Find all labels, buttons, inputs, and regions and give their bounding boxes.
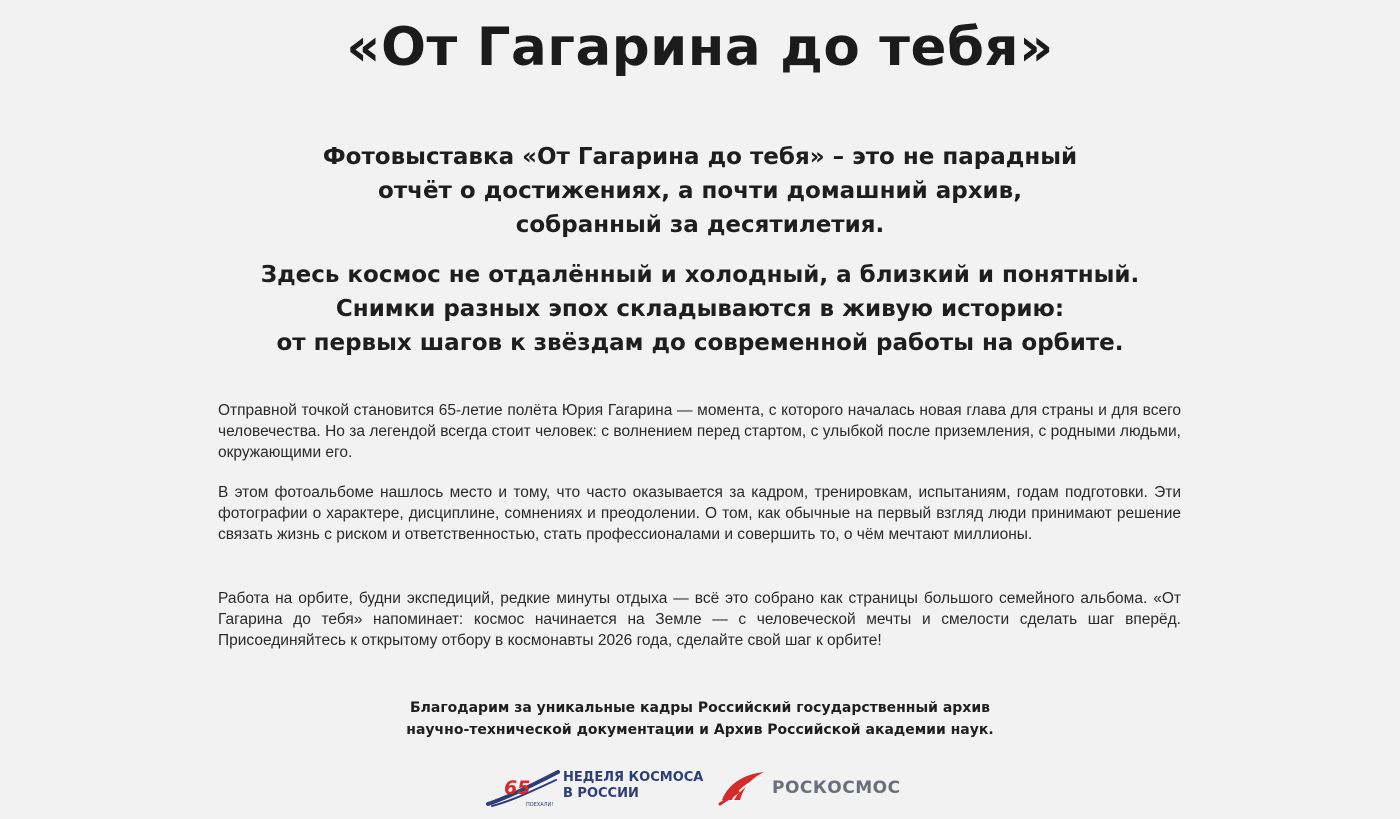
space-week-logo [486, 766, 716, 810]
roscosmos-emblem-icon [718, 770, 768, 806]
body-paragraph-1: Отправной точкой становится 65-летие полёта Юрия Гагарина — момента, с которого началась новая глава для страны и для всего человечества. Но за легендой всегда стоит человек: с волнением перед стартом, с улыбкой после приземления, с родными людьми, окружающими его. [218, 402, 1181, 461]
roscosmos-wordmark: РОСКОСМОС [772, 778, 901, 798]
body-paragraph-3: Работа на орбите, будни экспедиций, редкие минуты отдыха — всё это собрано как страницы большого семейного альбома. «От Гагарина до тебя» напоминает: космос начинается на Земле — с человеческой мечты и смелости сделать шаг вперёд. Присоединяйтесь к открытому отбору в космонавты 2026 года, сделайте свой шаг к орбите! [218, 590, 1181, 649]
footer-logos [0, 766, 1400, 810]
space-week-number: 65 [504, 777, 531, 799]
space-week-title [563, 770, 703, 802]
acknowledgement-line: научно-технической документации и Архив Российской академии наук. [406, 722, 994, 738]
space-week-small-text: ПОЕХАЛИ! [526, 802, 554, 808]
space-week-line: НЕДЕЛЯ КОСМОСА [563, 770, 704, 785]
lead-1-line: отчёт о достижениях, а почти домашний архив, [378, 178, 1022, 204]
lead-2-line: Здесь космос не отдалённый и холодный, а близкий и понятный. [260, 262, 1140, 288]
acknowledgement [250, 697, 1150, 741]
lead-paragraph-2 [150, 258, 1250, 360]
lead-2-line: Снимки разных эпох складываются в живую историю: [335, 296, 1065, 322]
page-title: «От Гагарина до тебя» [346, 17, 1054, 78]
lead-2-line: от первых шагов к звёздам до современной работы на орбите. [276, 330, 1124, 356]
lead-1-line: собранный за десятилетия. [515, 212, 885, 238]
lead-paragraph-1 [150, 140, 1250, 242]
lead-1-line: Фотовыставка «От Гагарина до тебя» – это не парадный [322, 144, 1078, 170]
acknowledgement-line: Благодарим за уникальные кадры Российский государственный архив [410, 700, 990, 716]
space-week-emblem-icon [486, 768, 560, 808]
roscosmos-logo [718, 766, 918, 810]
space-week-line: В РОССИИ [563, 786, 639, 801]
body-paragraph-2: В этом фотоальбоме нашлось место и тому, что часто оказывается за кадром, тренировкам, испытаниям, годам подготовки. Эти фотографии о характере, дисциплине, сомнениях и преодолении. О том, как обычные на первый взгляд люди принимают решение связать жизнь с риском и ответственностью, стать профессионалами и совершить то, о чём мечтают миллионы. [218, 484, 1181, 543]
